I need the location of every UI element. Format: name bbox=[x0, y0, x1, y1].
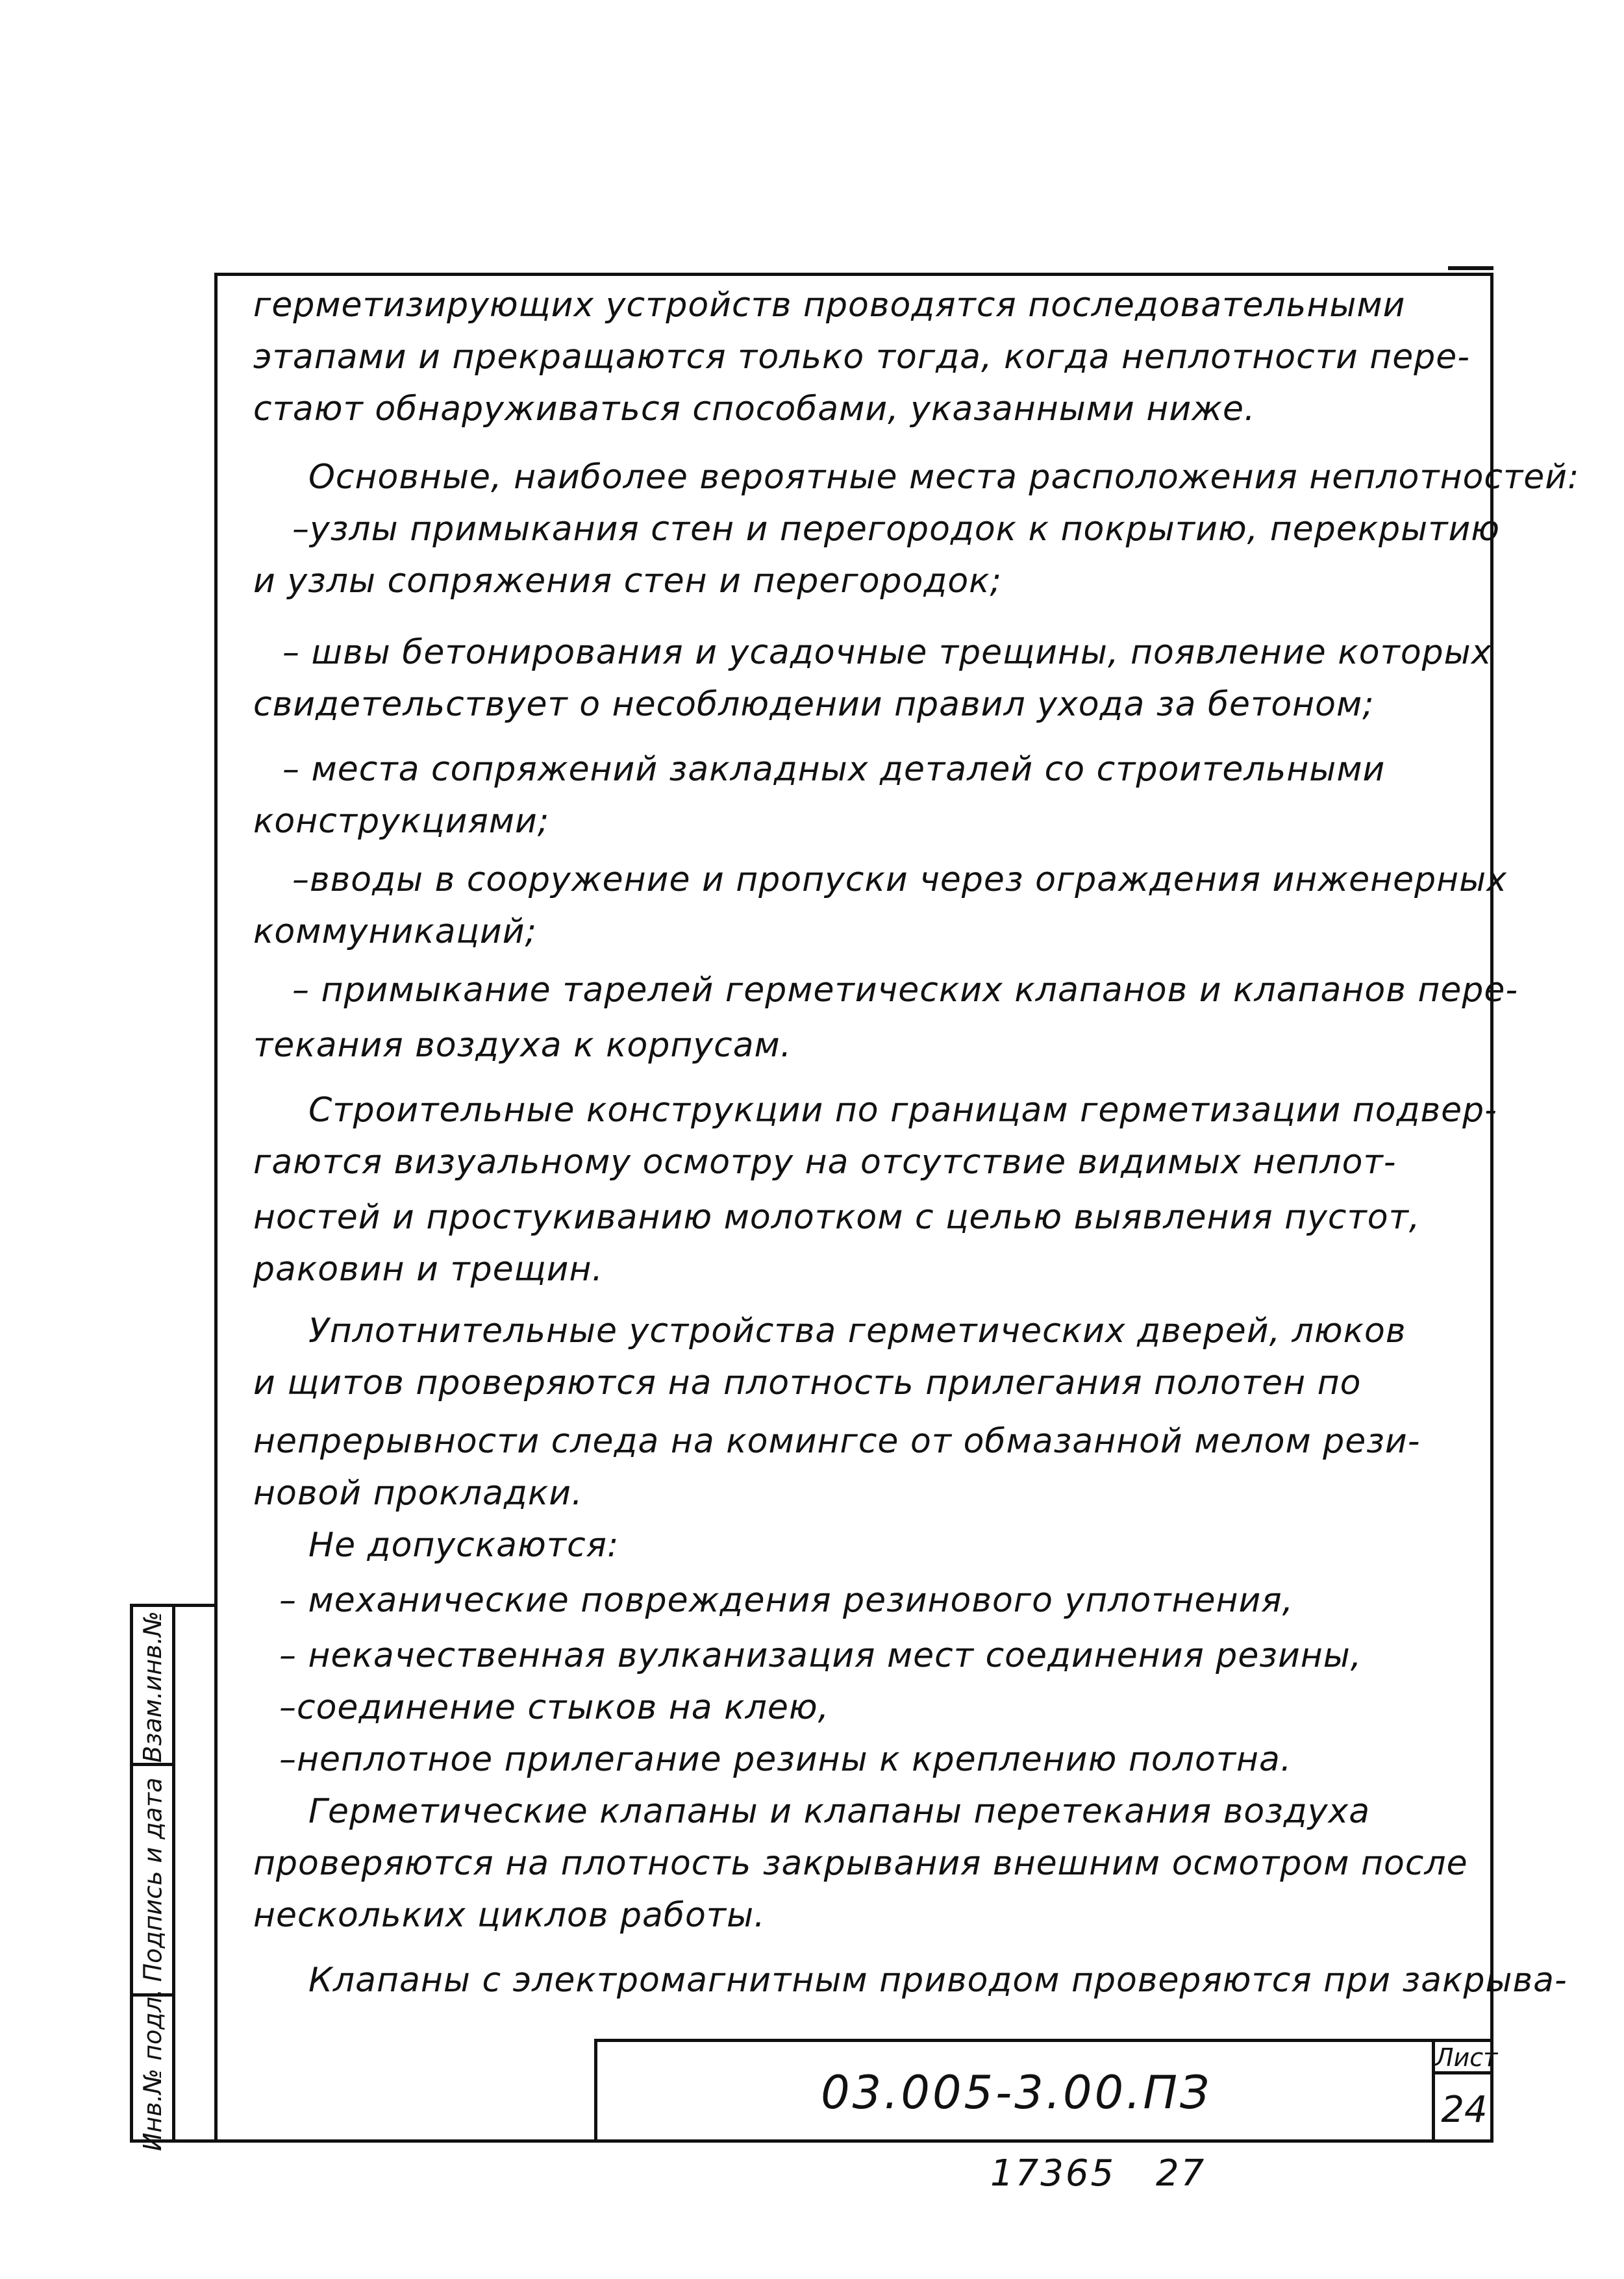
text-line: –узлы примыкания стен и перегородок к покрытию, перекрытию bbox=[292, 510, 1501, 549]
text-line: – примыкание тарелей герметических клапанов и клапанов пере- bbox=[292, 971, 1519, 1010]
text-line: Клапаны с электромагнитным приводом проверяются при закрыва- bbox=[308, 1961, 1568, 2000]
text-line: – швы бетонирования и усадочные трещины, появление которых bbox=[282, 633, 1492, 672]
page-number: 27 bbox=[1156, 2152, 1206, 2195]
text-line: коммуникаций; bbox=[253, 912, 538, 951]
text-line: конструкциями; bbox=[253, 802, 550, 841]
text-line: гаются визуальному осмотру на отсутствие видимых неплот- bbox=[253, 1143, 1397, 1182]
text-line: –неплотное прилегание резины к креплению полотна. bbox=[279, 1740, 1292, 1779]
text-line: – некачественная вулканизация мест соединения резины, bbox=[279, 1636, 1362, 1675]
text-line: текания воздуха к корпусам. bbox=[253, 1026, 792, 1065]
text-line: непрерывности следа на комингсе от обмазанной мелом рези- bbox=[253, 1422, 1421, 1461]
frame-corner-mark bbox=[1448, 266, 1493, 270]
text-line: новой прокладки. bbox=[253, 1474, 583, 1513]
replace-inventory-label: Взам.инв.№ bbox=[138, 1610, 168, 1763]
signature-date-cell bbox=[133, 1766, 172, 1993]
text-line: герметизирующих устройств проводятся последовательными bbox=[253, 286, 1406, 325]
text-line: –вводы в сооружение и пропуски через ограждения инженерных bbox=[292, 860, 1507, 899]
text-line: Строительные конструкции по границам герметизации подвер- bbox=[308, 1091, 1497, 1130]
text-line: Герметические клапаны и клапаны перетекания воздуха bbox=[308, 1792, 1371, 1831]
text-line: Основные, наиболее вероятные места расположения неплотностей: bbox=[308, 458, 1580, 497]
title-block bbox=[594, 2039, 1498, 2143]
text-line: – места сопряжений закладных деталей со строительными bbox=[282, 750, 1386, 789]
text-line: и щитов проверяются на плотность прилегания полотен по bbox=[253, 1364, 1362, 1402]
text-line: этапами и прекращаются только тогда, когда неплотности пере- bbox=[253, 338, 1471, 377]
text-line: Не допускаются: bbox=[308, 1526, 619, 1565]
document-code: 03.005-3.00.ПЗ bbox=[821, 2065, 1212, 2119]
text-line: проверяются на плотность закрывания внешним осмотром после bbox=[253, 1844, 1468, 1883]
original-inventory-cell bbox=[133, 1988, 172, 2151]
sheet-number: 24 bbox=[1441, 2089, 1488, 2131]
text-line: стают обнаруживаться способами, указанными ниже. bbox=[253, 390, 1256, 429]
text-line: Уплотнительные устройства герметических дверей, люков bbox=[308, 1312, 1406, 1351]
replace-inventory-cell bbox=[133, 1610, 172, 1763]
original-inventory-label: Инв.№ подл. bbox=[138, 1988, 167, 2151]
side-stamp-strip bbox=[130, 1604, 214, 2151]
text-line: и узлы сопряжения стен и перегородок; bbox=[253, 562, 1003, 601]
sheet-cell bbox=[1432, 2042, 1498, 2143]
sheet-label: Лист bbox=[1435, 2042, 1493, 2074]
text-line: ностей и простукиванию молотком с целью выявления пустот, bbox=[253, 1198, 1421, 1237]
strip-divider bbox=[172, 1607, 175, 2139]
text-line: свидетельствует о несоблюдении правил ухода за бетоном; bbox=[253, 685, 1375, 724]
text-line: – механические повреждения резинового уплотнения, bbox=[279, 1581, 1294, 1620]
text-line: –соединение стыков на клею, bbox=[279, 1688, 830, 1727]
text-line: раковин и трещин. bbox=[253, 1250, 603, 1289]
text-line: нескольких циклов работы. bbox=[253, 1896, 766, 1935]
order-number: 17365 bbox=[990, 2152, 1116, 2195]
signature-date-label: Подпись и дата bbox=[138, 1777, 168, 1982]
